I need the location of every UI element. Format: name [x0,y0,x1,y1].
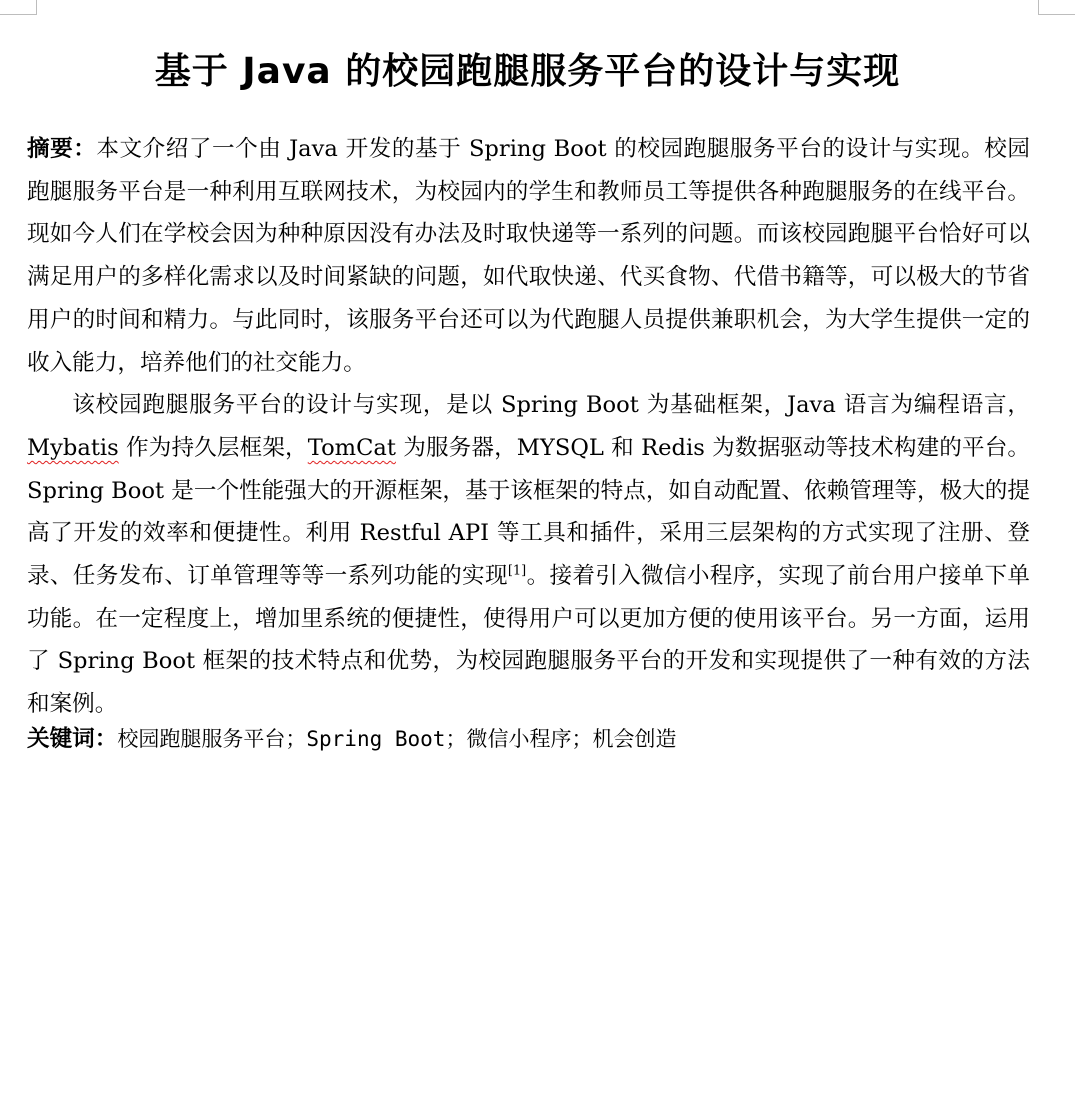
keywords-label: 关键词： [27,725,118,752]
implementation-paragraph [27,384,1030,726]
paragraph-text-part2: 作为持久层框架， [118,434,308,461]
document-body [27,128,1030,754]
document-title: 基于 Java 的校园跑腿服务平台的设计与实现 [154,51,901,93]
abstract-paragraph [27,128,1030,384]
abstract-label: 摘要： [27,136,97,162]
paragraph-text-part3: 为服务器，MYSQL 和 Redis 为数据驱动等技术构建的平台。Spring Boot 是一个性能强大的开源框架，基于该框架的特点，如自动配置、依赖管理等，极大的提高了开发的效率和便捷性。利用 Restful API 等工具和插件，采用三层架构的方式实现了注册、登录、任务发布、订单管理等等一系列功能的实现 [27,434,1031,590]
spellcheck-term-mybatis: Mybatis [27,434,119,461]
paragraph-text-part4: 。接着引入微信小程序，实现了前台用户接单下单功能。在一定程度上，增加里系统的便捷性，使得用户可以更加方便的使用该平台。另一方面，运用了 Spring Boot 框架的技术特点和优势，为校园跑腿服务平台的开发和实现提供了一种有效的方法和案例。 [27,563,1031,718]
spellcheck-term-tomcat: TomCat [307,434,396,461]
citation-reference: [1] [507,563,527,579]
page-corner-mark-left [0,0,37,15]
abstract-text: 本文介绍了一个由 Java 开发的基于 Spring Boot 的校园跑腿服务平台的设计与实现。校园跑腿服务平台是一种利用互联网技术，为校园内的学生和教师员工等提供各种跑腿服务的在线平台。现如今人们在学校会因为种种原因没有办法及时取快递等一系列的问题。而该校园跑腿平台恰好可以满足用户的多样化需求以及时间紧缺的问题，如代取快递、代买食物、代借书籍等，可以极大的节省用户的时间和精力。与此同时，该服务平台还可以为代跑腿人员提供兼职机会，为大学生提供一定的收入能力，培养他们的社交能力。 [27,136,1031,376]
keywords-line [27,724,1030,754]
page-corner-mark-right [1038,0,1075,15]
keywords-value: 校园跑腿服务平台；Spring Boot；微信小程序；机会创造 [117,726,677,751]
paragraph-text-part1: 该校园跑腿服务平台的设计与实现，是以 Spring Boot 为基础框架，Java 语言为编程语言， [72,392,1030,419]
